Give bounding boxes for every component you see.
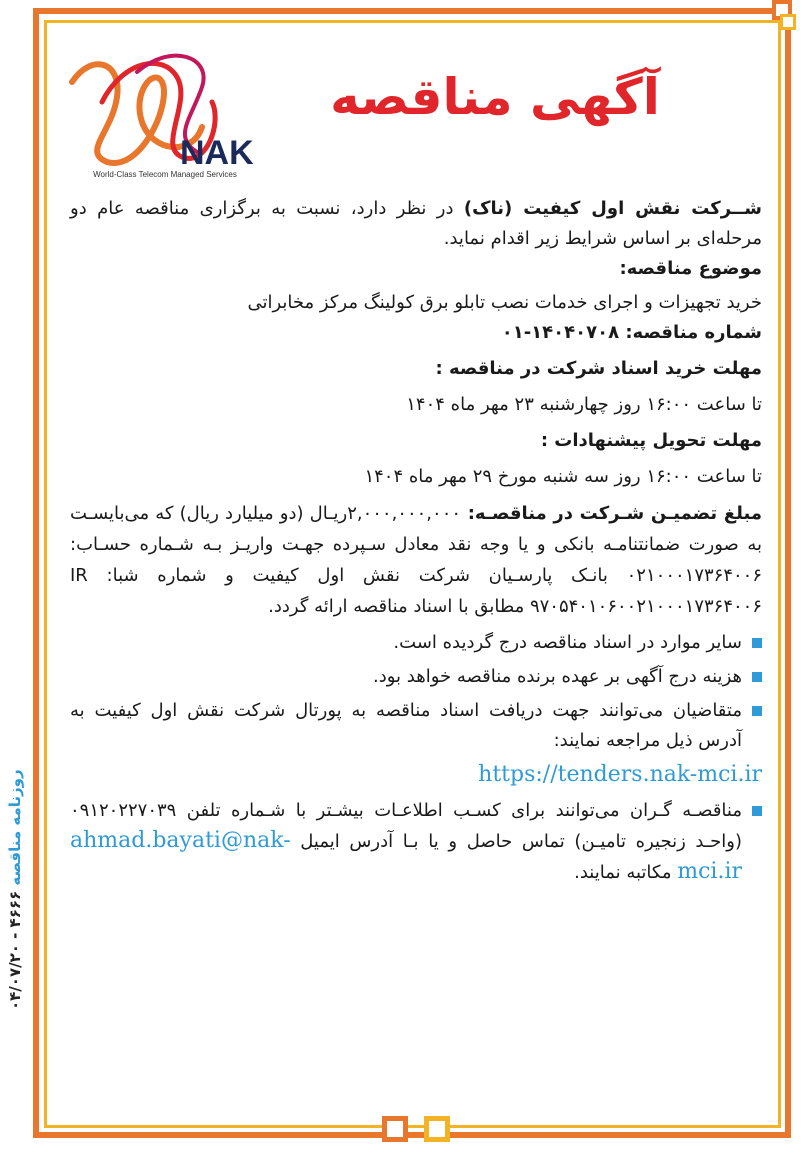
publication-info [6,769,24,1010]
publication-issue: ۴۶۶۶ - ۰۴/۰۷/۲۰ [6,885,24,1010]
bullet-text: متقاضیان می‌توانند جهت دریافت اسناد مناقصه به پورتال شرکت نقش اول کیفیت به آدرس ذیل مراجعه نمایند: [70,700,742,751]
nak-logo [62,42,262,180]
portal-link[interactable]: https://tenders.nak-mci.ir [478,762,762,787]
bottom-square-orange [382,1116,408,1142]
logo-tagline: World-Class Telecom Managed Services [93,170,237,179]
purchase-deadline-heading: مهلت خرید اسناد شرکت در مناقصه : [435,358,762,379]
contact-text: مناقصـه گـران می‌توانند برای کسـب اطلاعـات بیشـتر با شـماره تلفن ۰۹۱۲۰۲۲۷۰۳۹ (واحـد زنجیره تامیـن) تماس حاصل و یا بـا آدرس ایمیل [70,800,742,852]
bullet-square-icon [752,706,762,716]
intro-paragraph [70,194,762,254]
subject-text: خرید تجهیزات و اجرای خدمات نصب تابلو برق کولینگ مرکز مخابراتی [247,292,762,313]
bullet-item [70,696,762,756]
bullet-text: سایر موارد در اسناد مناقصه درج گردیده است. [393,632,742,653]
bullet-item [70,662,762,692]
bullet-square-icon [752,806,762,816]
publication-name: روزنامه مناقصه [6,769,24,886]
submission-deadline-heading: مهلت تحویل پیشنهادات : [540,430,762,451]
bullet-square-icon [752,672,762,682]
bullet-square-icon [752,638,762,648]
guarantee-text: ۲,۰۰۰,۰۰۰,۰۰۰ریـال (دو میلیارد ریال) که می‌بایسـت به صورت ضمانتنامـه بانکی و یا وجه نقد معادل سـپرده جهـت واریـز بـه شـماره حسـاب: ۰۲۱۰۰۰۱۷۳۶۴۰۰۶ بانـک پارسـیان شرکت نقش اول کیفیت و شماره شبا: IR ۹۷۰۵۴۰۱۰۶۰۰۲۱۰۰۰۱۷۳۶۴۰۰۶ مطابق با اسناد مناقصه ارائه گردد. [70,503,762,617]
purchase-deadline-text: تا ساعت ۱۶:۰۰ روز چهارشنبه ۲۳ مهر ماه ۱۴۰۴ [406,394,762,415]
contact-suffix: مکاتبه نمایند. [574,862,678,883]
corner-square-yellow [780,14,796,30]
bullet-item [70,628,762,658]
intro-text: در نظر دارد، نسبت به برگزاری مناقصه عام دو مرحله‌ای بر اساس شرایط زیر اقدام نماید. [70,198,762,249]
bottom-square-yellow [424,1116,450,1142]
guarantee-heading: مبلغ تضمیـن شـرکت در مناقصـه: [461,503,762,524]
guarantee-paragraph [70,498,762,622]
bullet-text: هزینه درج آگهی بر عهده برنده مناقصه خواهد بود. [372,666,742,687]
tender-number: شماره مناقصه: ۱۴۰۴۰۷۰۸-۰۱ [501,322,762,343]
subject-heading: موضوع مناقصه: [619,258,762,279]
notice-body [70,194,762,888]
page-title: آگهی مناقصه [330,68,660,126]
contact-email-link[interactable]: ahmad.bayati@nak-mci.ir [70,828,742,884]
bullet-item [70,796,762,888]
logo-brand: NAK [180,134,254,172]
submission-deadline-text: تا ساعت ۱۶:۰۰ روز سه شنبه مورخ ۲۹ مهر ماه ۱۴۰۴ [364,466,762,487]
intro-company: شــرکت نقش اول کیفیت (ناک) [463,198,762,219]
